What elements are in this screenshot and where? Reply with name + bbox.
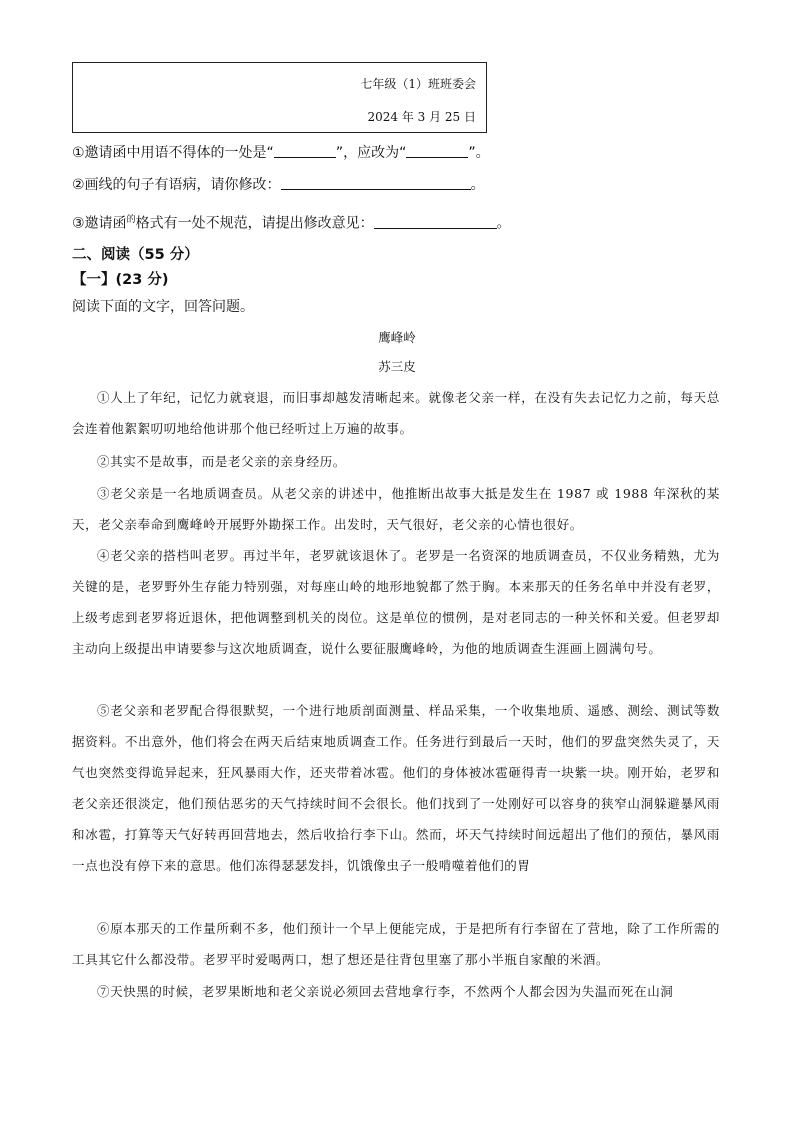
invitation-signature-box xyxy=(72,62,487,133)
paragraph-1: ①人上了年纪，记忆力就衰退，而旧事却越发清晰起来。就像老父亲一样，在没有失去记忆力之前，每天总会连着他絮絮叨叨地给他讲那个他已经听过上万遍的故事。 xyxy=(72,390,720,436)
letter-date: 2024 年 3 月 25 日 xyxy=(367,110,476,124)
question-1-mid: ”，应改为“ xyxy=(335,145,407,161)
instruction-text: 阅读下面的文字，回答问题。 xyxy=(72,299,254,315)
question-3-middle: 格式有一处不规范，请提出修改意见： xyxy=(135,215,374,232)
question-1-suffix: ”。 xyxy=(468,145,490,161)
question-1 xyxy=(72,142,490,162)
question-2-prefix: ②画线的句子有语病，请你修改： xyxy=(72,177,281,193)
paragraph-4: ④老父亲的搭档叫老罗。再过半年，老罗就该退休了。老罗是一名资深的地质调查员，不仅业务精熟，尤为关键的是，老罗野外生存能力特别强，对每座山岭的地形地貌都了然于胸。本来那天的任务名单中并没有老罗，上级考虑到老罗将近退休，把他调整到机关的岗位。这是单位的惯例，是对老同志的一种关怀和关爱。但老罗却主动向上级提出申请要参与这次地质调查，说什么要征服鹰峰岭，为他的地质调查生涯画上圆满句号。 xyxy=(72,548,720,656)
paragraph-2: ②其实不是故事，而是老父亲的亲身经历。 xyxy=(97,454,346,469)
paragraph-7: ⑦天快黑的时候，老罗果断地和老父亲说必须回去营地拿行李，不然两个人都会因为失温而死在山洞 xyxy=(97,984,674,999)
answer-blank-2[interactable] xyxy=(281,177,471,190)
paragraph-3: ③老父亲是一名地质调查员。从老父亲的讲述中，他推断出故事大抵是发生在 1987 或 1988 年深秋的某天，老父亲奉命到鹰峰岭开展野外勘探工作。出发时，天气很好，老父亲的心情也很好。 xyxy=(72,486,720,532)
answer-blank-1b[interactable] xyxy=(406,145,468,158)
question-3 xyxy=(72,212,511,233)
paragraph-6: ⑥原本那天的工作量所剩不多，他们预计一个早上便能完成，于是把所有行李留在了营地，除了工作所需的工具其它什么都没带。老罗平时爱喝两口，想了想还是往背包里塞了那小半瓶自家酿的米酒。 xyxy=(72,921,720,967)
answer-blank-1a[interactable] xyxy=(274,145,336,158)
answer-blank-3[interactable] xyxy=(374,216,497,229)
question-2-suffix: 。 xyxy=(470,177,485,193)
article-title: 鹰峰岭 xyxy=(378,330,416,345)
sender-name: 七年级（1）班班委会 xyxy=(360,77,476,91)
article-author: 苏三皮 xyxy=(378,359,416,374)
sub-heading: 【一】(23 分) xyxy=(72,272,169,288)
question-3-sup: 的 xyxy=(126,215,136,225)
question-3-suffix: 。 xyxy=(496,215,511,232)
question-1-prefix: ①邀请函中用语不得体的一处是“ xyxy=(72,145,274,161)
paragraph-5: ⑤老父亲和老罗配合得很默契，一个进行地质剖面测量、样品采集，一个收集地质、遥感、测绘、测试等数据资料。不出意外，他们将会在两天后结束地质调查工作。任务进行到最后一天时，他们的罗盘突然失灵了，天气也突然变得诡异起来，狂风暴雨大作，还夹带着冰雹。他们的身体被冰雹砸得青一块紫一块。刚开始，老罗和老父亲还很淡定，他们预估恶劣的天气持续时间不会很长。他们找到了一处刚好可以容身的狭窄山洞躲避暴风雨和冰雹，打算等天气好转再回营地去，然后收拾行李下山。然而，坏天气持续时间远超出了他们的预估，暴风雨一点也没有停下来的意思。他们冻得瑟瑟发抖，饥饿像虫子一般啃噬着他们的胃 xyxy=(72,703,720,873)
section-heading: 二、阅读（55 分） xyxy=(72,247,199,263)
question-2 xyxy=(72,174,485,194)
question-3-prefix: ③邀请函 xyxy=(72,215,127,232)
